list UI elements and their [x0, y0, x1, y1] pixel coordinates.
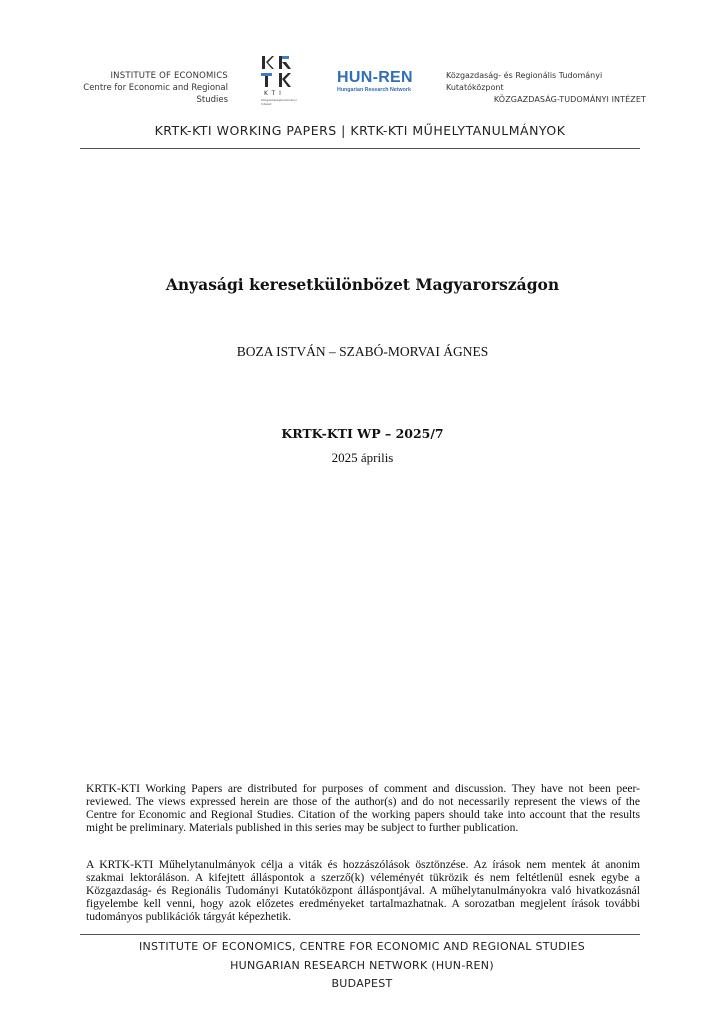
- krtk-institute-name: KÖZGAZDASÁG-TUDOMÁNYI INTÉZET: [493, 95, 646, 104]
- krtk-tagline: Közgazdaságtudományi Intézet: [261, 98, 297, 106]
- header-divider: [80, 148, 640, 149]
- footer-divider: [80, 934, 640, 935]
- footer-city: BUDAPEST: [331, 977, 393, 990]
- publication-date: 2025 április: [331, 450, 394, 465]
- footer-network: HUNGARIAN RESEARCH NETWORK (HUN-REN): [230, 958, 494, 972]
- institute-of-economics-label: [80, 70, 228, 106]
- working-paper-number: KRTK-KTI WP – 2025/7: [281, 426, 444, 441]
- krtk-kti-logo: [258, 54, 298, 110]
- paper-authors: BOZA ISTVÁN – SZABÓ-MORVAI ÁGNES: [236, 344, 489, 359]
- paper-title: Anyasági keresetkülönbözet Magyarországon: [165, 275, 560, 294]
- institute-name: INSTITUTE OF ECONOMICS: [110, 71, 228, 81]
- disclaimer-hungarian: A KRTK-KTI Műhelytanulmányok célja a viták és hozzászólások ösztönzése. Az írások nem mentek át anonim szakmai lektoráláson. A kifejtett álláspontok a szerző(k) véleményét tükrözik és nem feltétlenül esnek egybe a Közgazdaság- és Regionális Tudományi Kutatóközpont álláspontjával. A műhelytanulmányokra való hivatkozásnál figyelembe kell venni, hogy azok előzetes eredményeket tartalmazhatnak. A sorozatban megjelent írások további tudományos publikációk tárgyát képezhetik.: [86, 858, 640, 924]
- hun-ren-name: HUN-REN: [337, 69, 413, 86]
- krtk-centre-name: Közgazdaság- és Regionális Tudományi Kutatóközpont: [446, 71, 603, 92]
- hun-ren-logo: [337, 70, 427, 94]
- centre-name: Centre for Economic and Regional Studies: [83, 83, 228, 105]
- footer-institute: INSTITUTE OF ECONOMICS, CENTRE FOR ECONOMIC AND REGIONAL STUDIES: [138, 940, 585, 953]
- series-header: KRTK-KTI WORKING PAPERS | KRTK-KTI MŰHELYTANULMÁNYOK: [154, 123, 566, 138]
- footer: [80, 938, 644, 994]
- krtk-institute-label: [446, 70, 650, 106]
- hun-ren-subtitle: Hungarian Research Network: [337, 87, 411, 93]
- disclaimer-english: KRTK-KTI Working Papers are distributed for purposes of comment and discussion. They have not been peer-reviewed. The views expressed herein are those of the author(s) and do not necessarily represent the views of the Centre for Economic and Regional Studies. Citation of the working papers should take into account that the results might be preliminary. Materials published in this series may be subject to further publication.: [86, 782, 640, 835]
- krtk-sub-label: KTI: [264, 90, 285, 97]
